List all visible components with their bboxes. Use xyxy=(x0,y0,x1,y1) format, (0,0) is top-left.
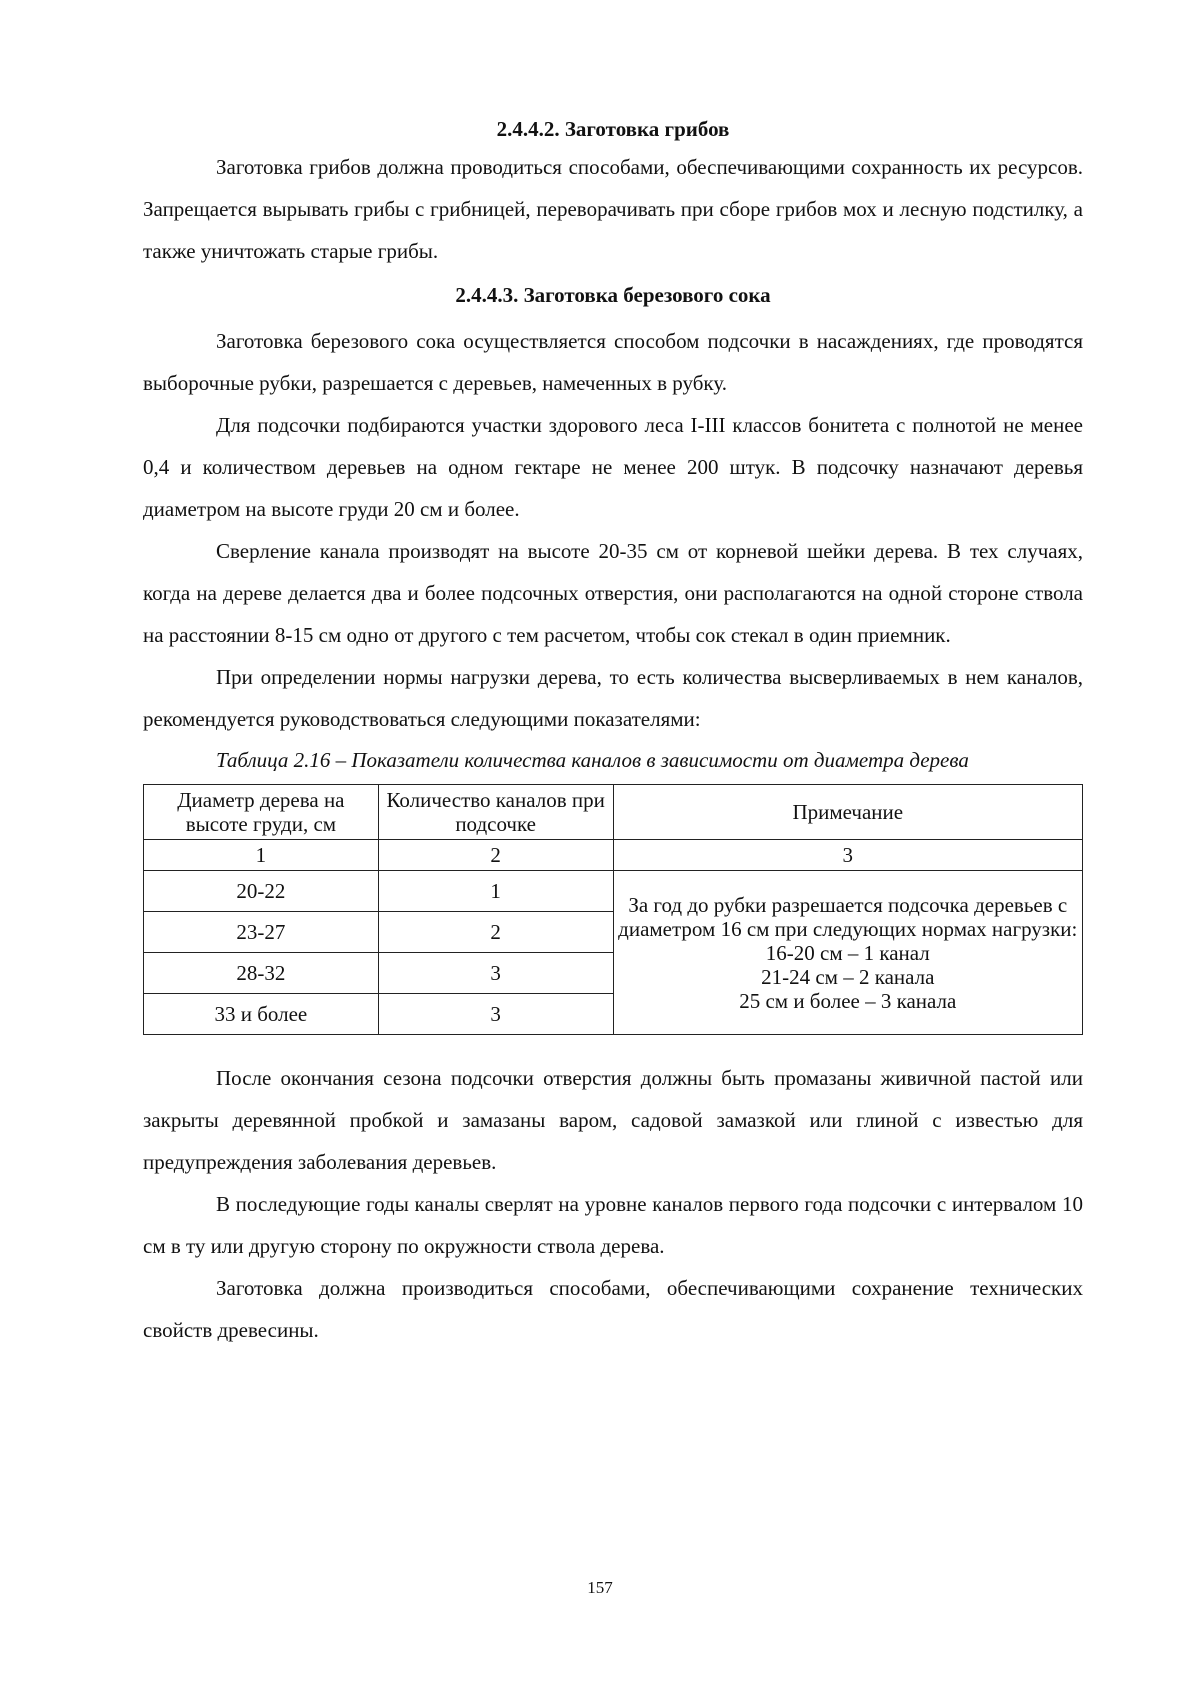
paragraph: В последующие годы каналы сверлят на уровне каналов первого года подсочки с интервалом 10 см в ту или другую сторону по окружности ствола дерева. xyxy=(143,1192,1083,1258)
paragraph: Заготовка грибов должна проводиться способами, обеспечивающими сохранность их ресурсов. Запрещается вырывать грибы с грибницей, переворачивать при сборе грибов мох и лесную подстилку, а также уничтожать старые грибы. xyxy=(143,155,1083,263)
table-caption: Таблица 2.16 – Показатели количества каналов в зависимости от диаметра дерева xyxy=(216,748,969,772)
header-diameter: Диаметр дерева на высоте груди, см xyxy=(144,785,379,840)
note-cell xyxy=(613,871,1082,1035)
channels-cell: 3 xyxy=(378,953,613,994)
note-line: За год до рубки разрешается подсочка деревьев с диаметром 16 см при следующих нормах нагрузки: xyxy=(618,892,1078,941)
column-number: 2 xyxy=(378,840,613,871)
channels-cell: 3 xyxy=(378,994,613,1035)
section-heading-mushrooms: 2.4.4.2. Заготовка грибов xyxy=(496,117,730,141)
channels-cell: 2 xyxy=(378,912,613,953)
channels-table xyxy=(143,784,1083,1035)
column-number: 1 xyxy=(144,840,379,871)
paragraph: При определении нормы нагрузки дерева, то есть количества высверливаемых в нем каналов, рекомендуется руководствоваться следующими показателями: xyxy=(143,665,1083,731)
page-content xyxy=(143,112,1083,1351)
channels-cell: 1 xyxy=(378,871,613,912)
diameter-cell: 33 и более xyxy=(144,994,379,1035)
paragraph: Заготовка березового сока осуществляется способом подсочки в насаждениях, где проводятся выборочные рубки, разрешается с деревьев, намеченных в рубку. xyxy=(143,329,1083,395)
table-column-numbers-row xyxy=(144,840,1083,871)
column-number: 3 xyxy=(613,840,1082,871)
paragraph: Для подсочки подбираются участки здорового леса I-III классов бонитета с полнотой не менее 0,4 и количеством деревьев на одном гектаре не менее 200 штук. В подсочку назначают деревья диаметром на высоте груди 20 см и более. xyxy=(143,413,1083,521)
note-line: 25 см и более – 3 канала xyxy=(739,988,957,1013)
paragraph: Сверление канала производят на высоте 20-35 см от корневой шейки дерева. В тех случаях, когда на дереве делается два и более подсочных отверстия, они располагаются на одной стороне ствола на расстоянии 8-15 см одно от другого с тем расчетом, чтобы сок стекал в один приемник. xyxy=(143,539,1083,647)
table-row xyxy=(144,871,1083,912)
diameter-cell: 20-22 xyxy=(144,871,379,912)
page-number: 157 xyxy=(587,1578,613,1597)
note-line: 16-20 см – 1 канал xyxy=(765,940,930,965)
diameter-cell: 28-32 xyxy=(144,953,379,994)
header-channels: Количество каналов при подсочке xyxy=(378,785,613,840)
section-heading-birch-sap: 2.4.4.3. Заготовка березового сока xyxy=(455,283,771,307)
paragraph: Заготовка должна производиться способами, обеспечивающими сохранение технических свойств древесины. xyxy=(143,1276,1083,1342)
table-header-row xyxy=(144,785,1083,840)
diameter-cell: 23-27 xyxy=(144,912,379,953)
header-note: Примечание xyxy=(613,785,1082,840)
note-line: 21-24 см – 2 канала xyxy=(761,964,935,989)
paragraph: После окончания сезона подсочки отверстия должны быть промазаны живичной пастой или закрыты деревянной пробкой и замазаны варом, садовой замазкой или глиной с известью для предупреждения заболевания деревьев. xyxy=(143,1066,1083,1174)
